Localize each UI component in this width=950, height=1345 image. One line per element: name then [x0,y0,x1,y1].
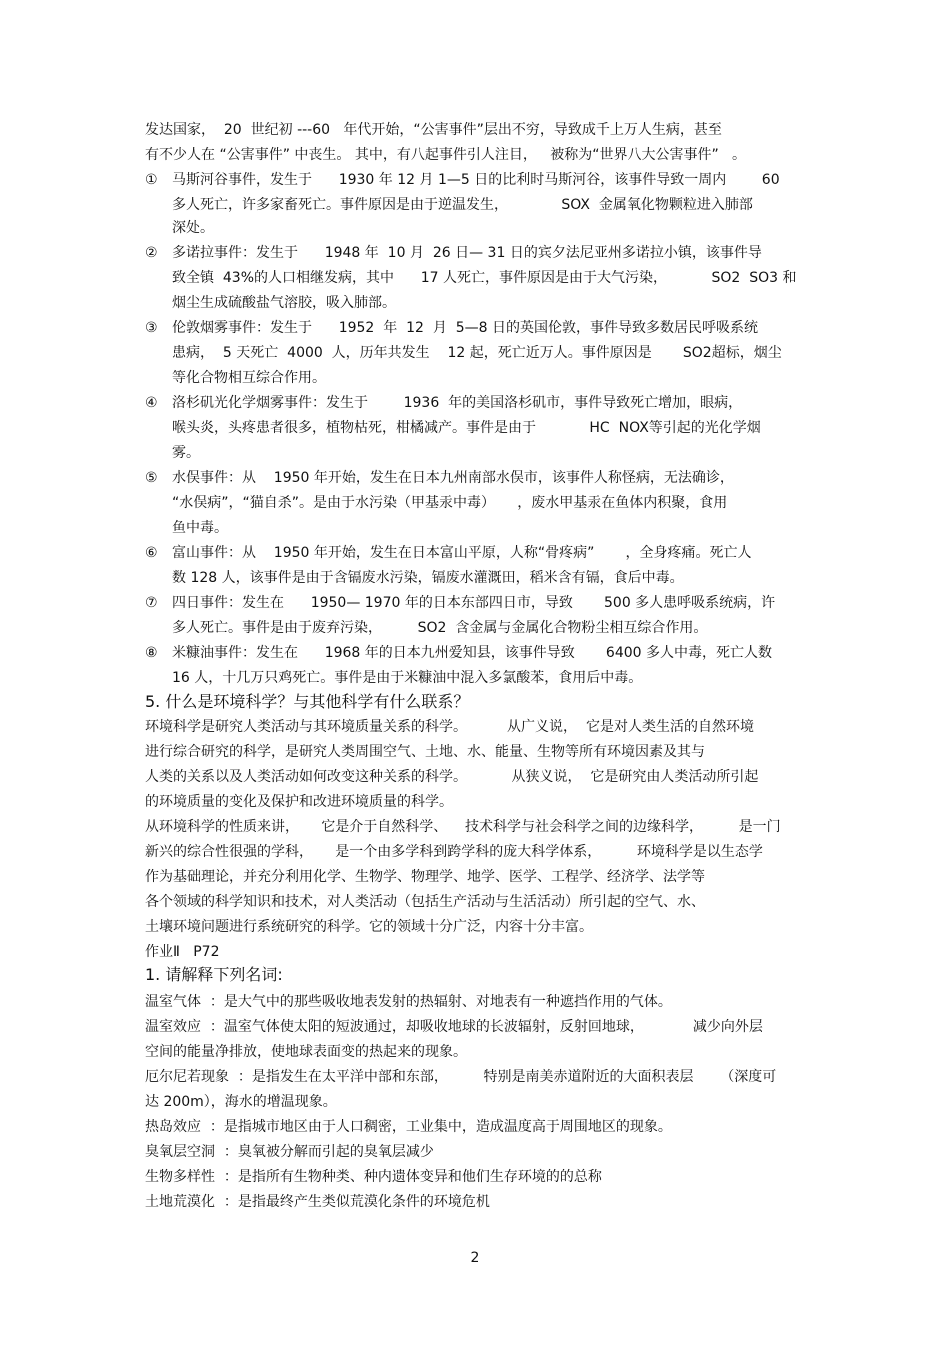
event-line: 富山事件：从 1950 年开始，发生在日本富山平原，人称“骨疼病” ，全身疼痛。死亡人 [172,545,752,561]
paragraph-line: 各个领域的科学知识和技术，对人类活动（包括生产活动与生活活动）所引起的空气、水、 [145,894,705,910]
paragraph-line: 新兴的综合性很强的学科， 是一个由多学科到跨学科的庞大科学体系， 环境科学是以生态学 [145,844,763,860]
event-line: 患病， 5 天死亡 4000 人，历年共发生 12 起，死亡近万人。事件原因是 SO2超标，烟尘 [172,345,782,361]
paragraph-line: 土壤环境问题进行系统研究的科学。它的领域十分广泛，内容十分丰富。 [145,919,593,935]
term-line: 达 200m），海水的增温现象。 [145,1094,337,1110]
paragraph-line: 作为基础理论，并充分利用化学、生物学、物理学、地学、医学、工程学、经济学、法学等 [145,869,705,885]
event-line: 喉头炎，头疼患者很多，植物枯死，柑橘减产。事件是由于 HC NOX等引起的光化学烟 [172,420,761,436]
event-marker: ⑥ [145,545,158,561]
event-line: 深处。 [172,220,214,236]
event-marker: ⑦ [145,595,158,611]
event-line: 鱼中毒。 [172,520,228,536]
event-line: 马斯河谷事件，发生于 1930 年 12 月 1—5 日的比利时马斯河谷，该事件导致一周内 60 [172,172,780,188]
term-line: 温室效应 ：温室气体使太阳的短波通过，却吸收地球的长波辐射，反射回地球， 减少向外层 [145,1019,763,1035]
event-line: 多人死亡，许多家畜死亡。事件原因是由于逆温发生， SOX 金属氧化物颗粒进入肺部 [172,197,753,213]
paragraph-line: 人类的关系以及人类活动如何改变这种关系的科学。 从狭义说， 它是研究由人类活动所引起 [145,769,759,785]
event-line: 数 128 人，该事件是由于含镉废水污染，镉废水灌溉田，稻米含有镉，食后中毒。 [172,570,684,586]
event-line: “水俣病”，“猫自杀”。是由于水污染（甲基汞中毒） ，废水甲基汞在鱼体内积聚，食用 [172,495,728,511]
section-heading: 1. 请解释下列名词: [145,965,283,984]
term-line: 空间的能量净排放，使地球表面变的热起来的现象。 [145,1044,467,1060]
paragraph-line: 环境科学是研究人类活动与其环境质量关系的科学。 从广义说， 它是对人类生活的自然环境 [145,719,754,735]
term-line: 臭氧层空洞 ：臭氧被分解而引起的臭氧层减少 [145,1144,434,1160]
paragraph-line: 从环境科学的性质来讲， 它是介于自然科学、 技术科学与社会科学之间的边缘科学， 是一门 [145,819,781,835]
event-line: 四日事件：发生在 1950— 1970 年的日本东部四日市，导致 500 多人患呼吸系统病，许 [172,595,776,611]
event-line: 雾。 [172,445,200,461]
event-marker: ③ [145,320,158,336]
event-marker: ⑧ [145,645,158,661]
event-line: 等化合物相互综合作用。 [172,370,326,386]
term-line: 热岛效应 ：是指城市地区由于人口稠密，工业集中，造成温度高于周围地区的现象。 [145,1119,672,1135]
section-heading: 5. 什么是环境科学？与其他科学有什么联系？ [145,692,470,711]
homework-label: 作业Ⅱ P72 [145,944,220,960]
term-line: 生物多样性 ：是指所有生物种类、种内遗体变异和他们生存环境的的总称 [145,1169,602,1185]
event-line: 米糠油事件：发生在 1968 年的日本九州爱知县，该事件导致 6400 多人中毒，死亡人数 [172,645,773,661]
event-marker: ④ [145,395,158,411]
event-line: 烟尘生成硫酸盐气溶胶，吸入肺部。 [172,295,396,311]
term-line: 厄尔尼若现象 ：是指发生在太平洋中部和东部， 特别是南美赤道附近的大面积表层 （深度可 [145,1069,777,1085]
term-line: 温室气体 ：是大气中的那些吸收地表发射的热辐射、对地表有一种遮挡作用的气体。 [145,994,672,1010]
page-number: 2 [470,1250,480,1266]
term-line: 土地荒漠化 ：是指最终产生类似荒漠化条件的环境危机 [145,1194,490,1210]
event-line: 水俣事件：从 1950 年开始，发生在日本九州南部水俣市，该事件人称怪病，无法确诊， [172,470,734,486]
event-marker: ① [145,172,158,188]
event-marker: ⑤ [145,470,158,486]
event-line: 多人死亡。事件是由于废弃污染， SO2 含金属与金属化合物粉尘相互综合作用。 [172,620,708,636]
paragraph-line: 的环境质量的变化及保护和改进环境质量的科学。 [145,794,453,810]
event-line: 洛杉矶光化学烟雾事件：发生于 1936 年的美国洛杉矶市，事件导致死亡增加，眼病， [172,395,743,411]
event-marker: ② [145,245,158,261]
event-line: 伦敦烟雾事件：发生于 1952 年 12 月 5—8 日的英国伦敦，事件导致多数居民呼吸系统 [172,320,759,336]
intro-line: 有不少人在 “公害事件” 中丧生。 其中，有八起事件引人注目， 被称为“世界八大公害事件” 。 [145,147,747,163]
paragraph-line: 进行综合研究的科学，是研究人类周围空气、土地、水、能量、生物等所有环境因素及其与 [145,744,705,760]
event-line: 致全镇 43%的人口相继发病，其中 17 人死亡，事件原因是由于大气污染， SO2 SO3 和 [172,270,797,286]
event-line: 16 人，十几万只鸡死亡。事件是由于米糠油中混入多氯酸苯，食用后中毒。 [172,670,643,686]
intro-line: 发达国家， 20 世纪初 ---60 年代开始，“公害事件”层出不穷，导致成千上万人生病，甚至 [145,122,722,138]
event-line: 多诺拉事件：发生于 1948 年 10 月 26 日— 31 日的宾夕法尼亚州多诺拉小镇，该事件导 [172,245,762,261]
